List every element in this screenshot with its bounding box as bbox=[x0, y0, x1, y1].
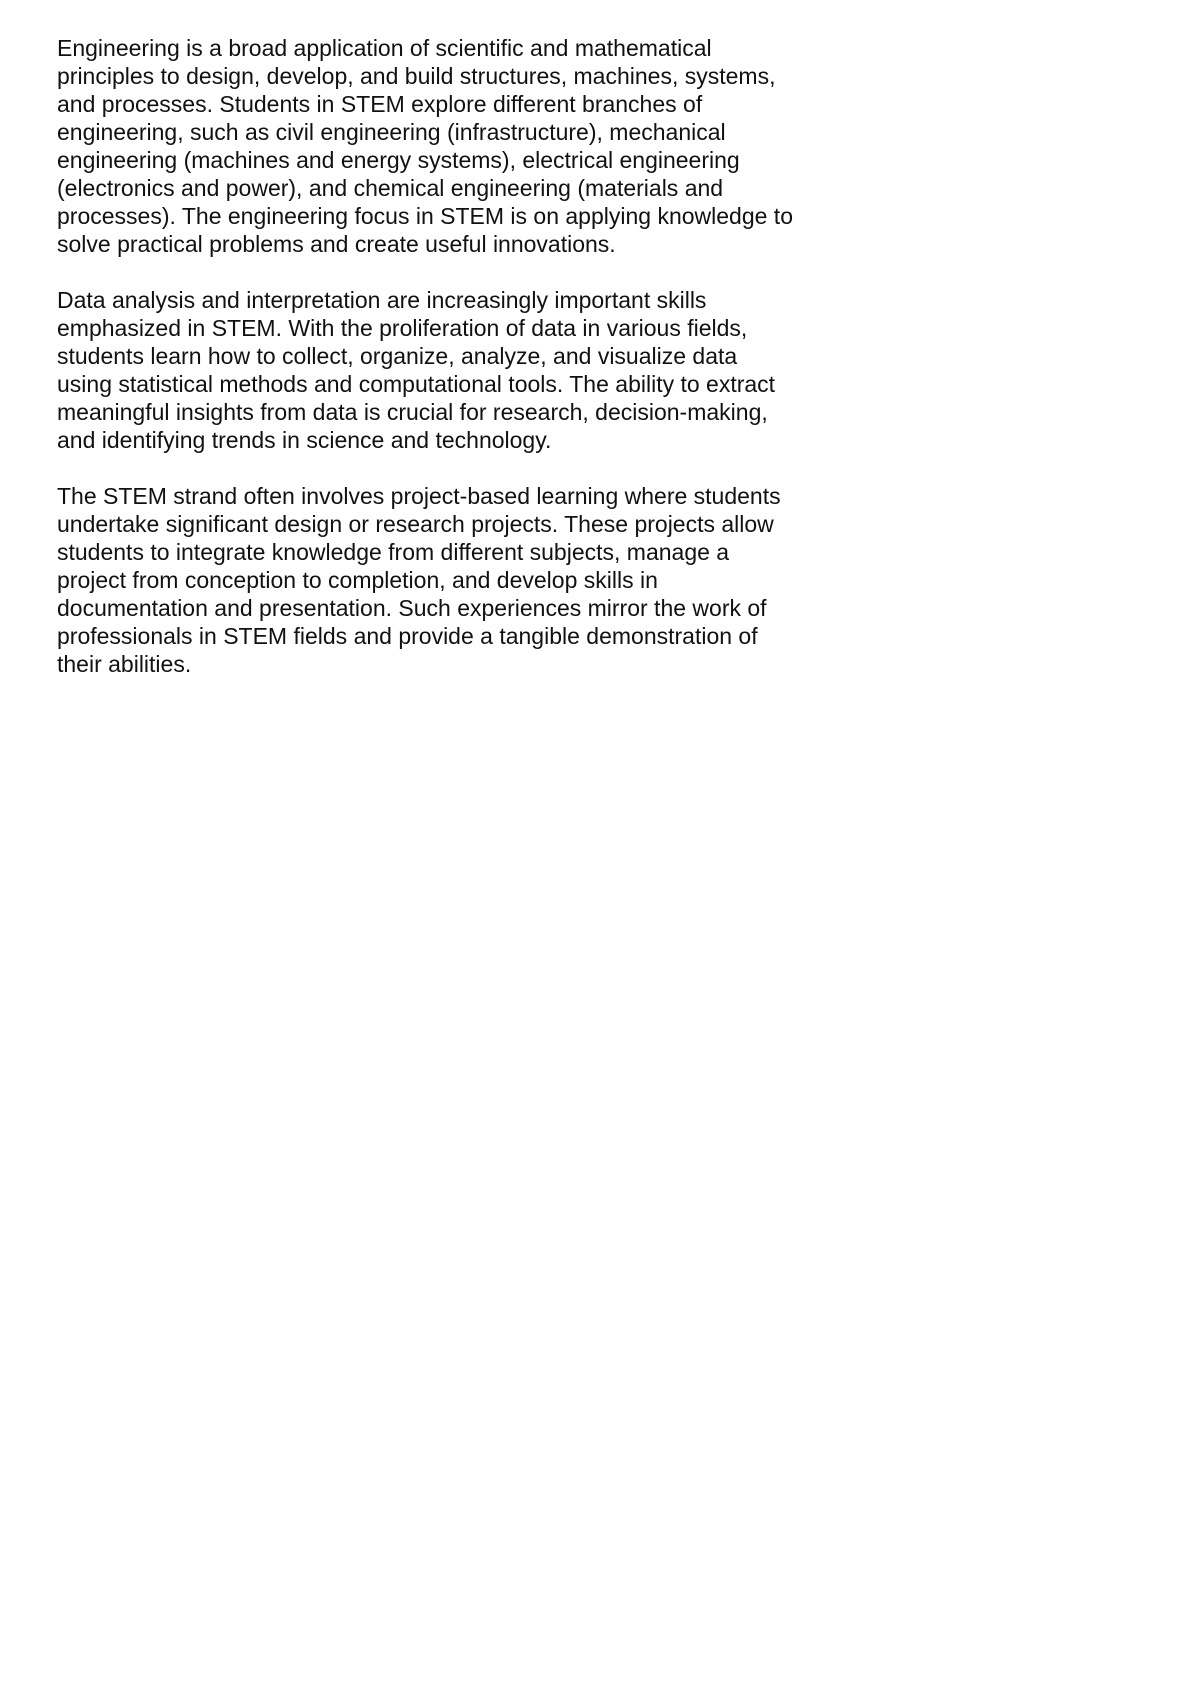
text-line: Engineering is a broad application of scientific and mathematical bbox=[57, 35, 712, 61]
text-line: meaningful insights from data is crucial for research, decision-making, bbox=[57, 399, 768, 425]
text-line: (electronics and power), and chemical engineering (materials and bbox=[57, 175, 724, 201]
text-line: professionals in STEM fields and provide a tangible demonstration of bbox=[57, 623, 758, 649]
text-line: students learn how to collect, organize, analyze, and visualize data bbox=[57, 343, 738, 369]
text-line: principles to design, develop, and build structures, machines, systems, bbox=[57, 63, 776, 89]
text-line: documentation and presentation. Such experiences mirror the work of bbox=[57, 595, 767, 621]
text-line: The STEM strand often involves project-based learning where students bbox=[57, 483, 781, 509]
text-line: and identifying trends in science and technology. bbox=[57, 427, 552, 453]
text-line: their abilities. bbox=[57, 651, 192, 677]
text-line: students to integrate knowledge from different subjects, manage a bbox=[57, 539, 730, 565]
text-line: engineering, such as civil engineering (infrastructure), mechanical bbox=[57, 119, 726, 145]
text-line: undertake significant design or research projects. These projects allow bbox=[57, 511, 774, 537]
paragraph-engineering bbox=[57, 34, 857, 258]
text-line: emphasized in STEM. With the proliferation of data in various fields, bbox=[57, 315, 748, 341]
document-body bbox=[57, 34, 857, 706]
text-line: solve practical problems and create useful innovations. bbox=[57, 231, 616, 257]
text-line: and processes. Students in STEM explore different branches of bbox=[57, 91, 703, 117]
text-line: engineering (machines and energy systems), electrical engineering bbox=[57, 147, 740, 173]
text-line: Data analysis and interpretation are increasingly important skills bbox=[57, 287, 707, 313]
text-line: processes). The engineering focus in STEM is on applying knowledge to bbox=[57, 203, 793, 229]
paragraph-data-analysis bbox=[57, 286, 857, 454]
text-line: using statistical methods and computational tools. The ability to extract bbox=[57, 371, 776, 397]
paragraph-project-based-learning bbox=[57, 482, 857, 678]
text-line: project from conception to completion, and develop skills in bbox=[57, 567, 658, 593]
